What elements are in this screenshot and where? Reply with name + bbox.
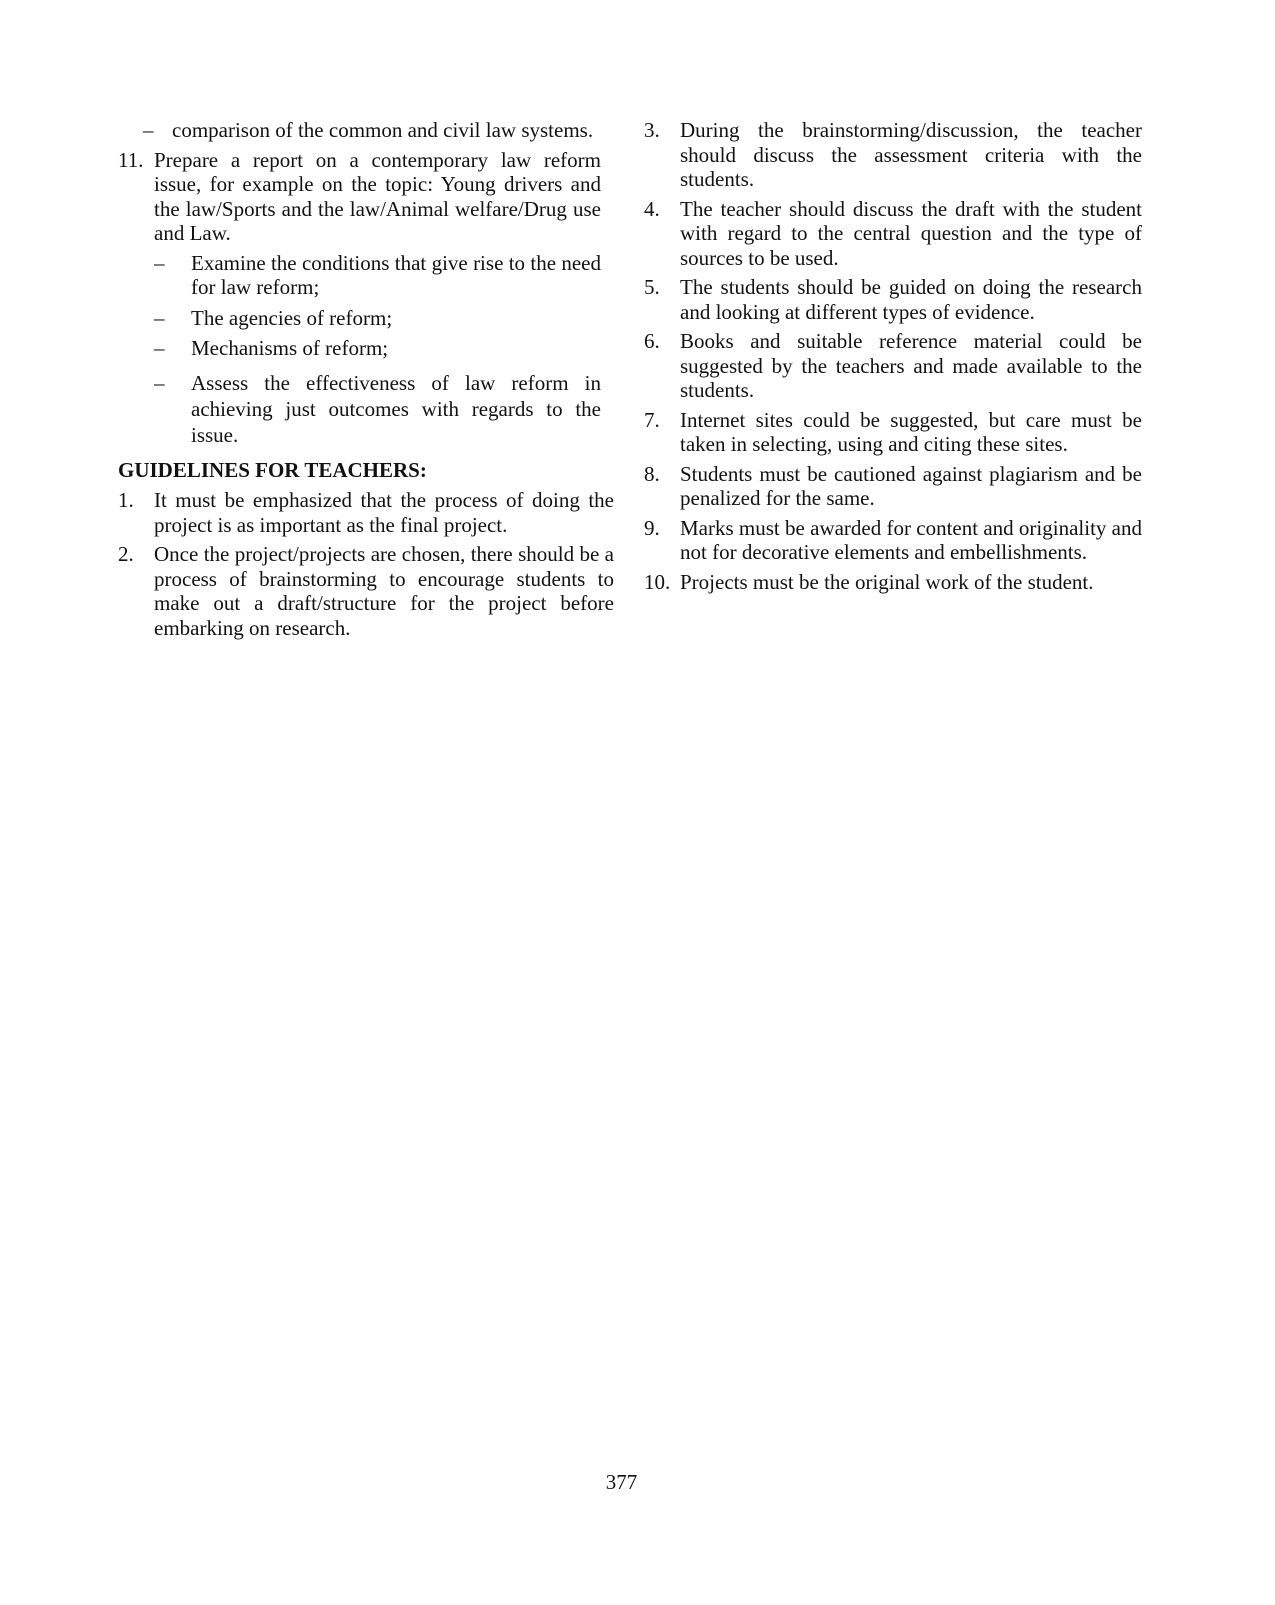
item-text: Marks must be awarded for content and originality and not for decorative elements and embellishments. xyxy=(680,515,1142,564)
item-number: 5. xyxy=(644,275,660,299)
list-item-8 xyxy=(644,462,1142,511)
item-number: 11. xyxy=(118,147,144,172)
list-item-4 xyxy=(644,197,1142,271)
list-item-10 xyxy=(644,570,1142,595)
item-text: Internet sites could be suggested, but care must be taken in selecting, using and citing these sites. xyxy=(680,407,1142,456)
item-number: 7. xyxy=(644,407,660,432)
item-text: Projects must be the original work of the student. xyxy=(680,569,1094,594)
item-number: 3. xyxy=(644,118,660,142)
item-text: The teacher should discuss the draft with the student with regard to the central question and the type of sources to be used. xyxy=(680,196,1142,270)
dash-bullet: – xyxy=(154,305,165,330)
item-number: 8. xyxy=(644,461,660,486)
sub-item-comparison xyxy=(143,118,601,143)
item-text: During the brainstorming/discussion, the teacher should discuss the assessment criteria with the students. xyxy=(680,118,1142,191)
item-number: 9. xyxy=(644,515,660,540)
sub-item xyxy=(154,336,601,361)
item-number: 2. xyxy=(118,542,134,566)
list-item-2 xyxy=(118,542,614,640)
dash-bullet: – xyxy=(154,336,165,360)
item-text: Once the project/projects are chosen, there should be a process of brainstorming to encourage students to make out a draft/structure for the project before embarking on research. xyxy=(154,542,614,640)
sub-item xyxy=(154,306,601,331)
list-item-9 xyxy=(644,516,1142,565)
item-number: 1. xyxy=(118,488,134,512)
sub-item xyxy=(154,251,601,300)
right-column xyxy=(644,118,1142,599)
section-heading: GUIDELINES FOR TEACHERS: xyxy=(118,457,427,482)
list-item-1 xyxy=(118,488,614,537)
dash-bullet: – xyxy=(143,118,154,142)
list-item-6 xyxy=(644,329,1142,403)
sub-item-text: Assess the effectiveness of law reform in achieving just outcomes with regards to the issue. xyxy=(191,370,601,447)
sub-item-text: Examine the conditions that give rise to the need for law reform; xyxy=(191,250,601,299)
sub-item xyxy=(154,370,601,448)
list-item-11 xyxy=(118,148,614,246)
item-text: Students must be cautioned against plagiarism and be penalized for the same. xyxy=(680,461,1142,510)
item-number: 6. xyxy=(644,329,660,353)
sub-item-text: comparison of the common and civil law systems. xyxy=(172,118,594,142)
sub-item-text: The agencies of reform; xyxy=(191,305,393,330)
dash-bullet: – xyxy=(154,250,165,275)
item-number: 4. xyxy=(644,196,660,221)
item-text: It must be emphasized that the process of doing the project is as important as the final project. xyxy=(154,488,614,537)
left-column xyxy=(118,118,614,645)
page-number: 377 xyxy=(605,1470,638,1494)
item-number: 10. xyxy=(644,569,671,594)
item-text: The students should be guided on doing the research and looking at different types of evidence. xyxy=(680,275,1142,324)
dash-bullet: – xyxy=(154,370,165,395)
sub-item-text: Mechanisms of reform; xyxy=(191,336,389,360)
list-item-7 xyxy=(644,408,1142,457)
list-item-5 xyxy=(644,275,1142,324)
list-item-3 xyxy=(644,118,1142,192)
item-text: Books and suitable reference material could be suggested by the teachers and made available to the students. xyxy=(680,329,1142,402)
item-text: Prepare a report on a contemporary law reform issue, for example on the topic: Young drivers and the law/Sports and the law/Animal welfare/Drug use and Law. xyxy=(154,147,601,245)
